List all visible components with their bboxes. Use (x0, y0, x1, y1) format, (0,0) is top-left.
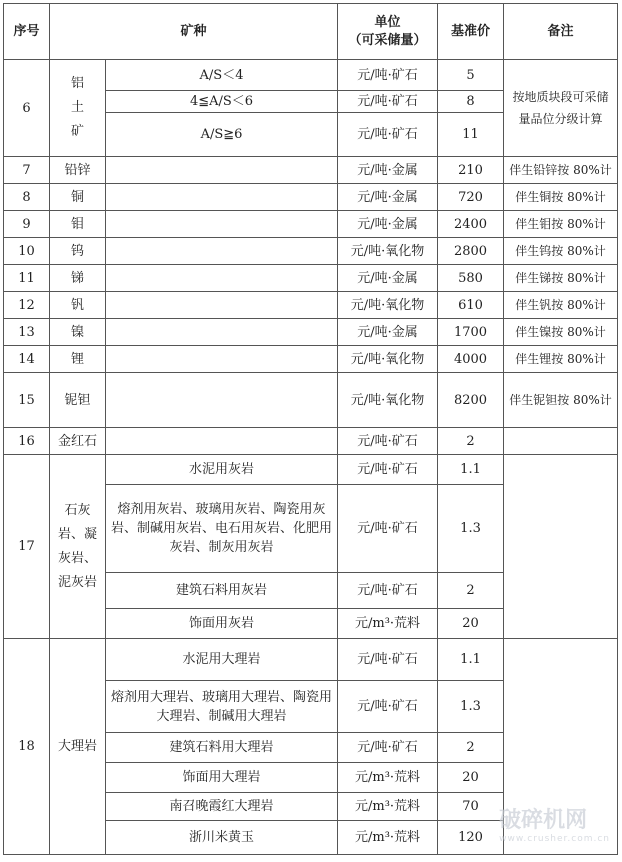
table-row (4, 428, 618, 455)
remark-cell (504, 639, 618, 855)
price-cell: 70 (438, 793, 504, 821)
sub-type: 水泥用灰岩 (106, 455, 338, 485)
sub-type (106, 346, 338, 373)
sub-type: 饰面用灰岩 (106, 609, 338, 639)
price-cell: 11 (438, 113, 504, 157)
sub-type: 浙川米黄玉 (106, 821, 338, 855)
header-row (4, 4, 618, 60)
remark-cell: 伴生铌钽按 80%计 (504, 373, 618, 428)
table-row (4, 346, 618, 373)
table-row (4, 373, 618, 428)
header-mineral: 矿种 (50, 4, 338, 60)
price-cell: 2 (438, 428, 504, 455)
sub-type (106, 238, 338, 265)
price-cell: 8200 (438, 373, 504, 428)
sub-type: A/S＜4 (106, 60, 338, 91)
unit-cell: 元/吨·氧化物 (338, 373, 438, 428)
sub-type (106, 319, 338, 346)
watermark-text: 破碎机网 (499, 808, 588, 833)
sub-type (106, 184, 338, 211)
remark-cell: 按地质块段可采储量品位分级计算 (504, 60, 618, 157)
row-number: 18 (4, 639, 50, 855)
unit-cell: 元/吨·金属 (338, 184, 438, 211)
price-cell: 1.3 (438, 485, 504, 573)
mineral-name: 锑 (50, 265, 106, 292)
price-cell: 4000 (438, 346, 504, 373)
price-cell: 8 (438, 91, 504, 113)
price-cell: 20 (438, 763, 504, 793)
price-cell: 610 (438, 292, 504, 319)
unit-cell: 元/吨·氧化物 (338, 346, 438, 373)
sub-type: 饰面用大理岩 (106, 763, 338, 793)
table-row (4, 238, 618, 265)
sub-type (106, 157, 338, 184)
sub-type: 建筑石料用灰岩 (106, 573, 338, 609)
mineral-name: 铝 土 矿 (50, 60, 106, 157)
sub-type (106, 373, 338, 428)
unit-cell: 元/吨·矿石 (338, 681, 438, 733)
remark-cell: 伴生锂按 80%计 (504, 346, 618, 373)
unit-cell: 元/m³·荒料 (338, 763, 438, 793)
unit-cell: 元/吨·矿石 (338, 485, 438, 573)
mineral-name: 钨 (50, 238, 106, 265)
price-cell: 2400 (438, 211, 504, 238)
unit-cell: 元/吨·矿石 (338, 573, 438, 609)
header-unit: 单位 （可采储量） (338, 4, 438, 60)
mineral-name: 铜 (50, 184, 106, 211)
table-row (4, 211, 618, 238)
mineral-name: 钼 (50, 211, 106, 238)
remark-cell: 伴生镍按 80%计 (504, 319, 618, 346)
sub-type (106, 211, 338, 238)
row-number: 13 (4, 319, 50, 346)
row-number: 15 (4, 373, 50, 428)
price-cell: 1.1 (438, 455, 504, 485)
price-table (3, 3, 618, 855)
remark-cell (504, 428, 618, 455)
header-price: 基准价 (438, 4, 504, 60)
table-row (4, 455, 618, 485)
table-row (4, 265, 618, 292)
price-cell: 720 (438, 184, 504, 211)
unit-cell: 元/吨·金属 (338, 157, 438, 184)
sub-type: 4≦A/S＜6 (106, 91, 338, 113)
sub-type: 南召晚霞红大理岩 (106, 793, 338, 821)
mineral-name: 金红石 (50, 428, 106, 455)
sub-type (106, 265, 338, 292)
sub-type: A/S≧6 (106, 113, 338, 157)
mineral-name: 铌钽 (50, 373, 106, 428)
table-row (4, 292, 618, 319)
table-row (4, 60, 618, 91)
remark-cell: 伴生钨按 80%计 (504, 238, 618, 265)
price-cell: 2800 (438, 238, 504, 265)
remark-cell (504, 455, 618, 639)
mineral-name: 镍 (50, 319, 106, 346)
price-cell: 20 (438, 609, 504, 639)
price-cell: 1700 (438, 319, 504, 346)
unit-cell: 元/吨·矿石 (338, 91, 438, 113)
price-cell: 2 (438, 573, 504, 609)
row-number: 14 (4, 346, 50, 373)
unit-cell: 元/m³·荒料 (338, 793, 438, 821)
mineral-name: 石灰 岩、凝 灰岩、 泥灰岩 (50, 455, 106, 639)
price-cell: 580 (438, 265, 504, 292)
row-number: 17 (4, 455, 50, 639)
table-row (4, 157, 618, 184)
unit-cell: 元/吨·金属 (338, 211, 438, 238)
unit-cell: 元/m³·荒料 (338, 821, 438, 855)
mineral-name: 锂 (50, 346, 106, 373)
watermark-url: www.crusher.com.cn (499, 834, 610, 844)
header-no: 序号 (4, 4, 50, 60)
mineral-name: 大理岩 (50, 639, 106, 855)
sub-type: 建筑石料用大理岩 (106, 733, 338, 763)
price-cell: 120 (438, 821, 504, 855)
header-remark: 备注 (504, 4, 618, 60)
unit-cell: 元/吨·矿石 (338, 639, 438, 681)
unit-cell: 元/吨·矿石 (338, 455, 438, 485)
unit-cell: 元/吨·氧化物 (338, 292, 438, 319)
sub-type (106, 292, 338, 319)
table-row (4, 319, 618, 346)
mineral-name: 铅锌 (50, 157, 106, 184)
table-row (4, 639, 618, 681)
unit-cell: 元/m³·荒料 (338, 609, 438, 639)
sub-type: 水泥用大理岩 (106, 639, 338, 681)
price-cell: 210 (438, 157, 504, 184)
row-number: 8 (4, 184, 50, 211)
row-number: 10 (4, 238, 50, 265)
sub-type: 熔剂用灰岩、玻璃用灰岩、陶瓷用灰岩、制碱用灰岩、电石用灰岩、化肥用灰岩、制灰用灰岩 (106, 485, 338, 573)
sub-type (106, 428, 338, 455)
unit-cell: 元/吨·金属 (338, 319, 438, 346)
price-cell: 1.3 (438, 681, 504, 733)
unit-cell: 元/吨·金属 (338, 265, 438, 292)
row-number: 12 (4, 292, 50, 319)
price-cell: 2 (438, 733, 504, 763)
unit-cell: 元/吨·氧化物 (338, 238, 438, 265)
mineral-name: 钒 (50, 292, 106, 319)
row-number: 11 (4, 265, 50, 292)
unit-cell: 元/吨·矿石 (338, 113, 438, 157)
row-number: 16 (4, 428, 50, 455)
remark-cell: 伴生钒按 80%计 (504, 292, 618, 319)
row-number: 6 (4, 60, 50, 157)
price-cell: 5 (438, 60, 504, 91)
row-number: 9 (4, 211, 50, 238)
unit-cell: 元/吨·矿石 (338, 733, 438, 763)
remark-cell: 伴生铜按 80%计 (504, 184, 618, 211)
price-cell: 1.1 (438, 639, 504, 681)
row-number: 7 (4, 157, 50, 184)
remark-cell: 伴生锑按 80%计 (504, 265, 618, 292)
sub-type: 熔剂用大理岩、玻璃用大理岩、陶瓷用大理岩、制碱用大理岩 (106, 681, 338, 733)
remark-cell: 伴生铅锌按 80%计 (504, 157, 618, 184)
remark-cell: 伴生钼按 80%计 (504, 211, 618, 238)
unit-cell: 元/吨·矿石 (338, 60, 438, 91)
table-row (4, 184, 618, 211)
unit-cell: 元/吨·矿石 (338, 428, 438, 455)
